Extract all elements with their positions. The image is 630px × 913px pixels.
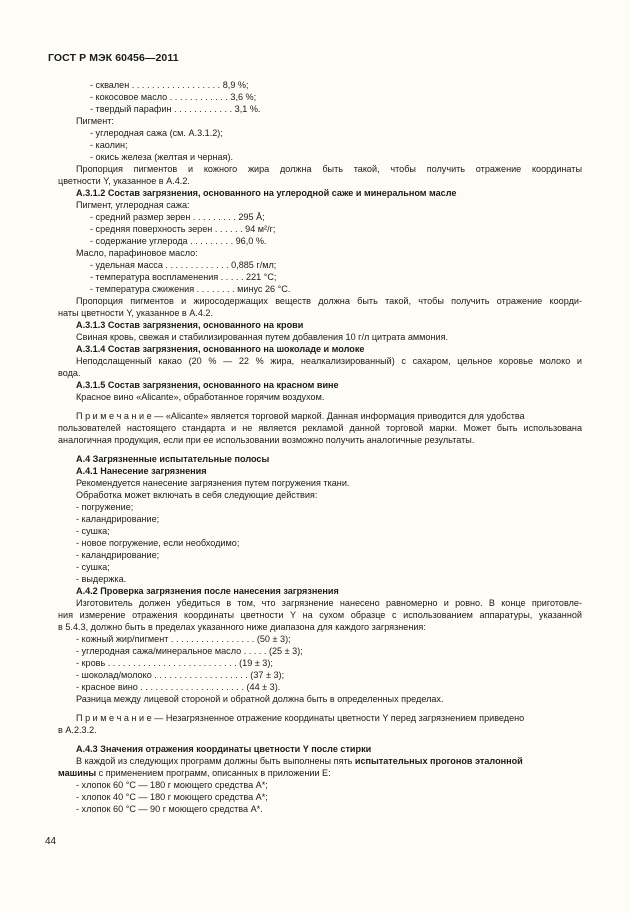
paragraph-line: [58, 755, 582, 767]
paragraph-line: Изготовитель должен убедиться в том, что загрязнение нанесено равномерно и ровно. В конце приготовле-: [76, 598, 582, 608]
paragraph-line: Рекомендуется нанесение загрязнения путем погружения ткани.: [76, 478, 350, 488]
list-item: - хлопок 40 °С — 180 г моющего средства А*;: [76, 792, 268, 802]
emphasis-text: испытательных прогонов эталонной: [354, 756, 523, 766]
section-heading: А.3.1.4 Состав загрязнения, основанного на шоколаде и молоке: [76, 344, 365, 354]
paragraph-line: вода.: [58, 368, 81, 378]
text-line: Пигмент, углеродная сажа:: [76, 200, 190, 210]
paragraph-text: В каждой из следующих программ должны быть выполнены пять: [76, 756, 355, 766]
document-body: [58, 79, 582, 815]
text-line: Пигмент:: [76, 116, 114, 126]
list-item: - каландрирование;: [76, 550, 160, 560]
note-line: [58, 712, 582, 724]
list-item: - содержание углерода . . . . . . . . . 96,0 %.: [90, 236, 267, 246]
list-item: - выдержка.: [76, 574, 127, 584]
list-item: - сквален . . . . . . . . . . . . . . . . . . 8,9 %;: [90, 80, 249, 90]
section-heading: А.3.1.2 Состав загрязнения, основанного на углеродной саже и минеральном масле: [76, 188, 457, 198]
paragraph-line: в 5.4.3, должно быть в пределах указанного ниже диапазона для каждого загрязнения:: [58, 622, 426, 632]
section-heading: А.4.1 Нанесение загрязнения: [76, 466, 207, 476]
paragraph-line: Свиная кровь, свежая и стабилизированная путем добавления 10 г/л цитрата аммония.: [76, 332, 449, 342]
note-text: — Незагрязненное отражение координаты цветности Y перед загрязнением приведено: [151, 713, 525, 723]
page-number: 44: [45, 836, 57, 847]
list-item: - кровь . . . . . . . . . . . . . . . . . . . . . . . . . . (19 ± 3);: [76, 658, 273, 668]
list-item: - температура сжижения . . . . . . . . минус 26 °С.: [90, 284, 291, 294]
paragraph-line: Обработка может включать в себя следующие действия:: [76, 490, 318, 500]
list-item: - средняя поверхность зерен . . . . . . 94 м²/г;: [90, 224, 276, 234]
section-heading: А.3.1.5 Состав загрязнения, основанного на красном вине: [76, 380, 339, 390]
list-item: - новое погружение, если необходимо;: [76, 538, 240, 548]
paragraph-line: наты цветности Y, указанное в А.4.2.: [58, 308, 214, 318]
section-heading: А.4 Загрязненные испытательные полосы: [76, 454, 270, 464]
paragraph-line: ния измерение отражения координаты цветности Y на сухом образце с использованием аппаратуры, указанной: [58, 610, 582, 620]
emphasis-text: машины: [58, 768, 97, 778]
paragraph-line: [58, 767, 582, 779]
paragraph-text: с применением программ, описанных в приложении Е:: [96, 768, 331, 778]
list-item: - кокосовое масло . . . . . . . . . . . . 3,6 %;: [90, 92, 257, 102]
note-label: П р и м е ч а н и е: [76, 713, 152, 723]
document-header-title: ГОСТ Р МЭК 60456—2011: [48, 52, 179, 64]
paragraph-line: Пропорция пигментов и кожного жира должна быть такой, чтобы получить отражение координаты: [76, 164, 582, 174]
note-label: П р и м е ч а н и е: [76, 411, 152, 421]
note-line: в А.2.3.2.: [58, 725, 97, 735]
list-item: - окись железа (желтая и черная).: [90, 152, 233, 162]
list-item: - каландрирование;: [76, 514, 160, 524]
list-item: - шоколад/молоко . . . . . . . . . . . . . . . . . . . (37 ± 3);: [76, 670, 285, 680]
list-item: - хлопок 60 °С — 90 г моющего средства А*.: [76, 804, 263, 814]
list-item: - средний размер зерен . . . . . . . . . 295 Å;: [90, 212, 265, 222]
note-line: пользователей настоящего стандарта и не является рекламой данной торговой марки. Может быть использована: [58, 423, 582, 433]
list-item: - погружение;: [76, 502, 134, 512]
list-item: - твердый парафин . . . . . . . . . . . . 3,1 %.: [90, 104, 261, 114]
paragraph-line: Красное вино «Alicante», обработанное горячим воздухом.: [76, 392, 325, 402]
text-line: Масло, парафиновое масло:: [76, 248, 198, 258]
list-item: - кожный жир/пигмент . . . . . . . . . . . . . . . . . (50 ± 3);: [76, 634, 291, 644]
list-item: - красное вино . . . . . . . . . . . . . . . . . . . . . (44 ± 3).: [76, 682, 281, 692]
paragraph-line: цветности Y, указанное в А.4.2.: [58, 176, 190, 186]
note-line: аналогичная продукция, если при ее использовании возможно получить аналогичные результаты.: [58, 435, 475, 445]
list-item: - углеродная сажа (см. А.3.1.2);: [90, 128, 223, 138]
section-heading: А.4.2 Проверка загрязнения после нанесения загрязнения: [76, 586, 339, 596]
section-heading: А.3.1.3 Состав загрязнения, основанного на крови: [76, 320, 304, 330]
paragraph-line: Разница между лицевой стороной и обратной должна быть в определенных пределах.: [76, 694, 444, 704]
list-item: - температура воспламенения . . . . . 221 °С;: [90, 272, 277, 282]
paragraph-line: Пропорция пигментов и жиросодержащих веществ должна быть такой, чтобы получить отражение коорди-: [76, 296, 582, 306]
note-line: [58, 410, 582, 422]
list-item: - углеродная сажа/минеральное масло . . . . . (25 ± 3);: [76, 646, 303, 656]
list-item: - удельная масса . . . . . . . . . . . . . 0,885 г/мл;: [90, 260, 277, 270]
note-text: — «Alicante» является торговой маркой. Данная информация приводится для удобства: [151, 411, 525, 421]
section-heading: А.4.3 Значения отражения координаты цветности Y после стирки: [76, 744, 372, 754]
paragraph-line: Неподслащенный какао (20 % — 22 % жира, неалкализированный) с сахаром, цельное коровье молоко и: [76, 356, 582, 366]
list-item: - сушка;: [76, 562, 110, 572]
list-item: - хлопок 60 °С — 180 г моющего средства А*;: [76, 780, 268, 790]
list-item: - сушка;: [76, 526, 110, 536]
list-item: - каолин;: [90, 140, 128, 150]
